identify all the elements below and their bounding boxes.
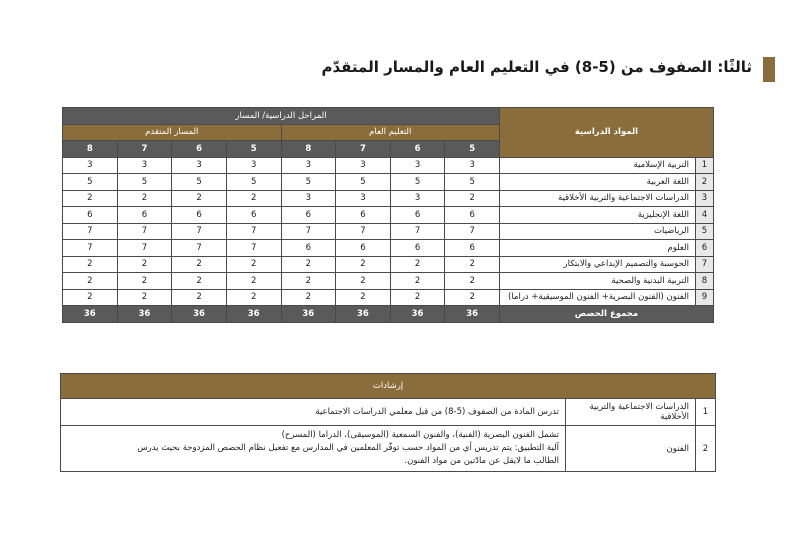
total-cell: 36 — [281, 306, 336, 323]
general-hours-cell: 7 — [281, 223, 336, 240]
track-advanced-header: المسار المتقدم — [63, 124, 282, 141]
general-hours-cell: 2 — [336, 289, 391, 306]
advanced-hours-cell: 2 — [63, 273, 118, 290]
advanced-hours-cell: 7 — [117, 240, 172, 257]
advanced-hours-cell: 2 — [117, 289, 172, 306]
general-hours-cell: 2 — [281, 273, 336, 290]
general-hours-cell: 6 — [390, 240, 445, 257]
general-hours-cell: 3 — [390, 190, 445, 207]
row-number: 9 — [696, 289, 714, 306]
advanced-hours-cell: 2 — [226, 289, 281, 306]
subject-name: الدراسات الاجتماعية والتربية الأخلاقية — [500, 190, 696, 207]
grade-header: 7 — [117, 141, 172, 158]
total-cell: 36 — [117, 306, 172, 323]
grade-header: 6 — [390, 141, 445, 158]
general-hours-cell: 5 — [445, 174, 500, 191]
subject-name: العلوم — [500, 240, 696, 257]
grade-header: 8 — [63, 141, 118, 158]
general-hours-cell: 2 — [390, 289, 445, 306]
general-hours-cell: 2 — [281, 289, 336, 306]
subject-name: اللغة العربية — [500, 174, 696, 191]
advanced-hours-cell: 7 — [63, 223, 118, 240]
total-cell: 36 — [445, 306, 500, 323]
guidance-description — [61, 426, 566, 472]
total-cell: 36 — [336, 306, 391, 323]
guidance-row — [61, 426, 716, 472]
advanced-hours-cell: 6 — [172, 207, 227, 224]
general-hours-cell: 5 — [390, 174, 445, 191]
table-row — [63, 157, 714, 174]
total-cell: 36 — [390, 306, 445, 323]
advanced-hours-cell: 2 — [63, 289, 118, 306]
row-number: 1 — [696, 157, 714, 174]
advanced-hours-cell: 7 — [117, 223, 172, 240]
advanced-hours-cell: 6 — [63, 207, 118, 224]
advanced-hours-cell: 2 — [63, 256, 118, 273]
general-hours-cell: 6 — [336, 240, 391, 257]
general-hours-cell: 7 — [336, 223, 391, 240]
row-number: 4 — [696, 207, 714, 224]
grade-header: 7 — [336, 141, 391, 158]
general-hours-cell: 2 — [336, 256, 391, 273]
general-hours-cell: 7 — [390, 223, 445, 240]
advanced-hours-cell: 2 — [226, 190, 281, 207]
general-hours-cell: 5 — [281, 174, 336, 191]
subject-name: الرياضيات — [500, 223, 696, 240]
track-general-header: التعليم العام — [281, 124, 500, 141]
table-row — [63, 273, 714, 290]
guidance-number: 2 — [696, 426, 716, 472]
subject-name: التربية الإسلامية — [500, 157, 696, 174]
general-hours-cell: 3 — [281, 157, 336, 174]
general-hours-cell: 7 — [445, 223, 500, 240]
general-hours-cell: 3 — [445, 157, 500, 174]
title-accent-bar — [763, 57, 775, 82]
grade-header: 5 — [445, 141, 500, 158]
guidance-line: تشمل الفنون البصرية (الفنية)، والفنون السمعية (الموسيقى)، الدراما (المسرح) — [281, 430, 559, 440]
subject-name: اللغة الإنجليزية — [500, 207, 696, 224]
advanced-hours-cell: 3 — [172, 157, 227, 174]
grade-header: 8 — [281, 141, 336, 158]
guidance-description — [61, 399, 566, 426]
table-row — [63, 256, 714, 273]
grade-header: 6 — [172, 141, 227, 158]
subjects-header: المواد الدراسية — [500, 108, 714, 158]
general-hours-cell: 2 — [445, 190, 500, 207]
advanced-hours-cell: 5 — [172, 174, 227, 191]
row-number: 7 — [696, 256, 714, 273]
advanced-hours-cell: 2 — [172, 190, 227, 207]
row-number: 3 — [696, 190, 714, 207]
guidance-title: إرشادات — [61, 374, 716, 399]
advanced-hours-cell: 2 — [226, 256, 281, 273]
general-hours-cell: 6 — [281, 207, 336, 224]
total-cell: 36 — [172, 306, 227, 323]
subject-name: الحوسبة والتصميم الإبداعي والابتكار — [500, 256, 696, 273]
advanced-hours-cell: 2 — [117, 273, 172, 290]
table-row — [63, 289, 714, 306]
advanced-hours-cell: 7 — [172, 240, 227, 257]
general-hours-cell: 6 — [336, 207, 391, 224]
guidance-subject: الدراسات الاجتماعية والتربية الأخلاقية — [566, 399, 696, 426]
guidance-row — [61, 399, 716, 426]
table-row — [63, 223, 714, 240]
advanced-hours-cell: 7 — [172, 223, 227, 240]
advanced-hours-cell: 5 — [226, 174, 281, 191]
row-number: 8 — [696, 273, 714, 290]
general-hours-cell: 2 — [390, 256, 445, 273]
general-hours-cell: 6 — [445, 207, 500, 224]
page-title: ثالثًا: الصفوف من (5-8) في التعليم العام والمسار المتقدّم — [321, 58, 752, 76]
row-number: 5 — [696, 223, 714, 240]
guidance-number: 1 — [696, 399, 716, 426]
advanced-hours-cell: 5 — [63, 174, 118, 191]
total-cell: 36 — [63, 306, 118, 323]
grade-header: 5 — [226, 141, 281, 158]
advanced-hours-cell: 3 — [63, 157, 118, 174]
general-hours-cell: 6 — [281, 240, 336, 257]
general-hours-cell: 2 — [445, 256, 500, 273]
totals-label: مجموع الحصص — [500, 306, 714, 323]
row-number: 2 — [696, 174, 714, 191]
advanced-hours-cell: 2 — [172, 289, 227, 306]
table-row — [63, 190, 714, 207]
row-number: 6 — [696, 240, 714, 257]
advanced-hours-cell: 2 — [172, 256, 227, 273]
general-hours-cell: 3 — [390, 157, 445, 174]
advanced-hours-cell: 2 — [226, 273, 281, 290]
total-cell: 36 — [226, 306, 281, 323]
guidance-line: الطالب ما لايقل عن مادّتين من مواد الفنون. — [404, 456, 559, 466]
table-row — [63, 240, 714, 257]
advanced-hours-cell: 3 — [117, 157, 172, 174]
advanced-hours-cell: 6 — [226, 207, 281, 224]
stages-header: المراحل الدراسية/ المسار — [63, 108, 500, 125]
general-hours-cell: 2 — [390, 273, 445, 290]
advanced-hours-cell: 2 — [117, 256, 172, 273]
general-hours-cell: 2 — [281, 256, 336, 273]
curriculum-table — [62, 107, 714, 323]
general-hours-cell: 3 — [336, 157, 391, 174]
advanced-hours-cell: 7 — [226, 240, 281, 257]
general-hours-cell: 2 — [445, 289, 500, 306]
table-row — [63, 207, 714, 224]
advanced-hours-cell: 5 — [117, 174, 172, 191]
guidance-table — [60, 373, 716, 472]
general-hours-cell: 2 — [336, 273, 391, 290]
advanced-hours-cell: 3 — [226, 157, 281, 174]
general-hours-cell: 3 — [281, 190, 336, 207]
guidance-line: تدرس المادة من الصفوف (5-8) من قبل معلمي الدراسات الاجتماعية — [315, 406, 559, 417]
advanced-hours-cell: 7 — [63, 240, 118, 257]
advanced-hours-cell: 6 — [117, 207, 172, 224]
advanced-hours-cell: 2 — [117, 190, 172, 207]
advanced-hours-cell: 2 — [172, 273, 227, 290]
guidance-line: آلية التطبيق: يتم تدريس أي من المواد حسب توفّر المعلمين في المدارس مع تفعيل نظام الحصص المزدوجة بحيث يدرس — [137, 443, 559, 453]
guidance-subject: الفنون — [566, 426, 696, 472]
general-hours-cell: 5 — [336, 174, 391, 191]
general-hours-cell: 6 — [390, 207, 445, 224]
general-hours-cell: 6 — [445, 240, 500, 257]
table-row — [63, 174, 714, 191]
general-hours-cell: 3 — [336, 190, 391, 207]
general-hours-cell: 2 — [445, 273, 500, 290]
advanced-hours-cell: 2 — [63, 190, 118, 207]
subject-name: التربية البدنية والصحية — [500, 273, 696, 290]
totals-row — [63, 306, 714, 323]
advanced-hours-cell: 7 — [226, 223, 281, 240]
subject-name: الفنون (الفنون البصرية+ الفنون الموسيقية+ دراما) — [500, 289, 696, 306]
